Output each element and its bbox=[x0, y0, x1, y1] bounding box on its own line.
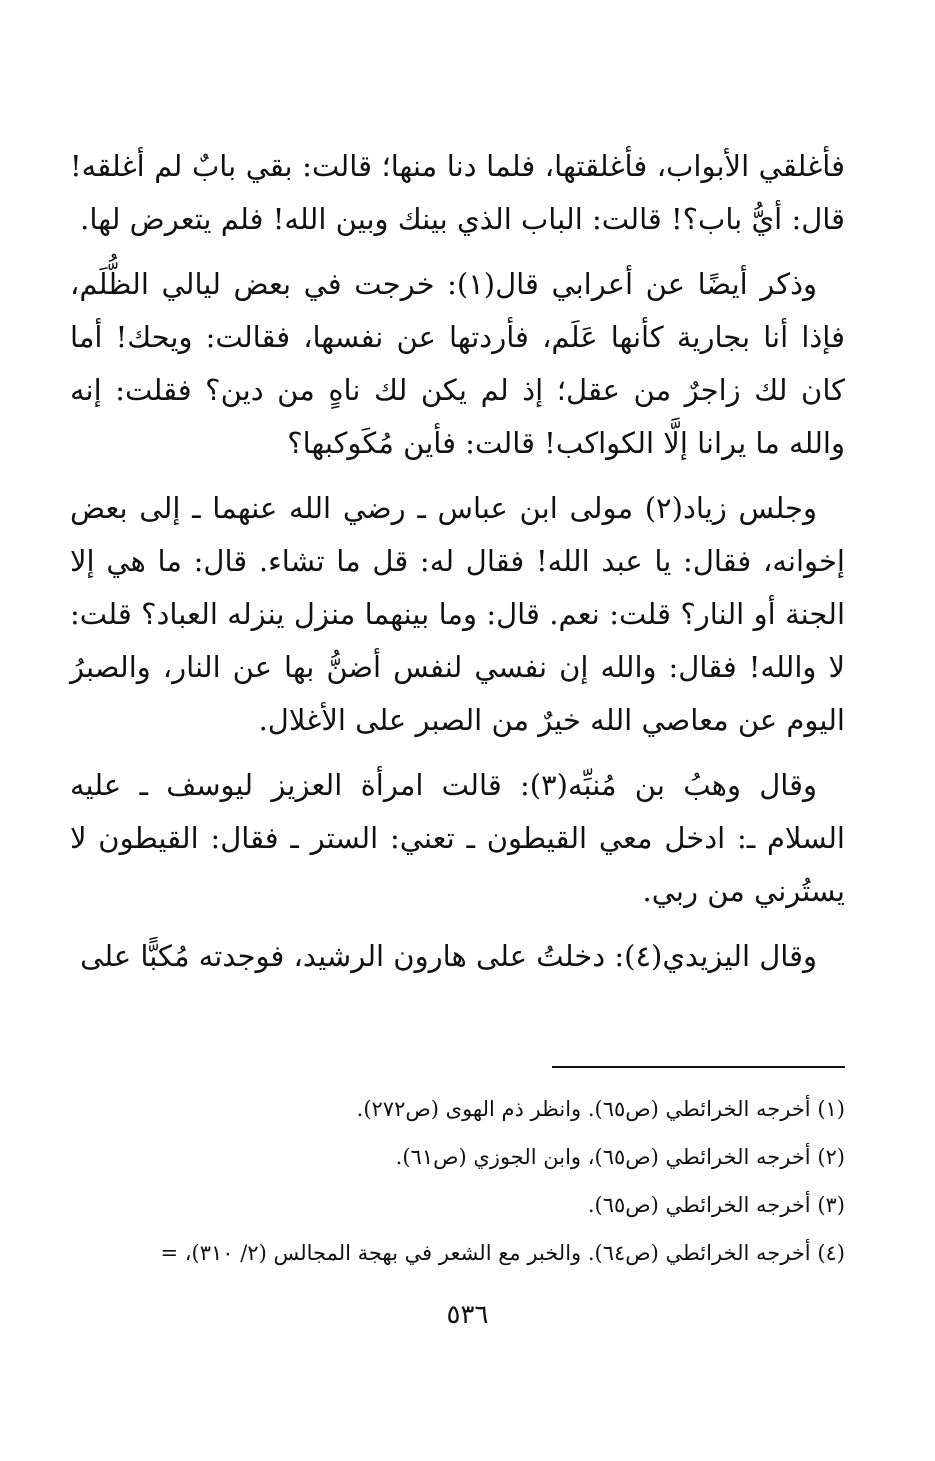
paragraph-1: فأغلقي الأبواب، فأغلقتها، فلما دنا منها؛ قالت: بقي بابٌ لم أغلقه! قال: أيُّ باب؟! قالت: الباب الذي بينك وبين الله! فلم يتعرض لها. bbox=[70, 149, 845, 236]
main-text bbox=[70, 140, 845, 995]
footnote-2: (٢) أخرجه الخرائطي (ص٦٥)، وابن الجوزي (ص٦١). bbox=[395, 1145, 845, 1169]
footnote-1: (١) أخرجه الخرائطي (ص٦٥). وانظر ذم الهوى (ص٢٧٢). bbox=[356, 1097, 845, 1121]
paragraph-2: وذكر أيضًا عن أعرابي قال(١): خرجت في بعض ليالي الظُّلَم، فإذا أنا بجارية كأنها عَلَم، فأردتها عن نفسها، فقالت: ويحك! أما كان لك زاجرٌ من عقل؛ إذ لم يكن لك ناهٍ من دين؟ فقلت: إنه والله ما يرانا إلَّا الكواكب! قالت: فأين مُكَوكبها؟ bbox=[70, 267, 845, 460]
footnotes bbox=[70, 1085, 845, 1277]
paragraph-4: وقال وهبُ بن مُنبِّه(٣): قالت امرأة العزيز ليوسف ـ عليه السلام ـ: ادخل معي القيطون ـ تعني: الستر ـ فقال: القيطون لا يستُرني من ربي. bbox=[70, 768, 845, 908]
page-number: ٥٣٦ bbox=[446, 1300, 489, 1330]
footnote-3: (٣) أخرجه الخرائطي (ص٦٥). bbox=[587, 1193, 845, 1217]
paragraph-3: وجلس زياد(٢) مولى ابن عباس ـ رضي الله عنهما ـ إلى بعض إخوانه، فقال: يا عبد الله! فقال له: قل ما تشاء. قال: ما هي إلا الجنة أو النار؟ قلت: نعم. قال: وما بينهما منزل ينزله العباد؟ قلت: لا والله! فقال: والله إن نفسي لنفس أضنُّ بها عن النار، والصبرُ اليوم عن معاصي الله خيرٌ من الصبر على الأغلال. bbox=[70, 491, 845, 737]
paragraph-5: وقال اليزيدي(٤): دخلتُ على هارون الرشيد، فوجدته مُكبًّا على bbox=[80, 939, 817, 973]
footnote-divider bbox=[552, 1066, 845, 1068]
footnote-4: (٤) أخرجه الخرائطي (ص٦٤). والخبر مع الشعر في بهجة المجالس (٢/ ٣١٠)، = bbox=[160, 1241, 845, 1265]
